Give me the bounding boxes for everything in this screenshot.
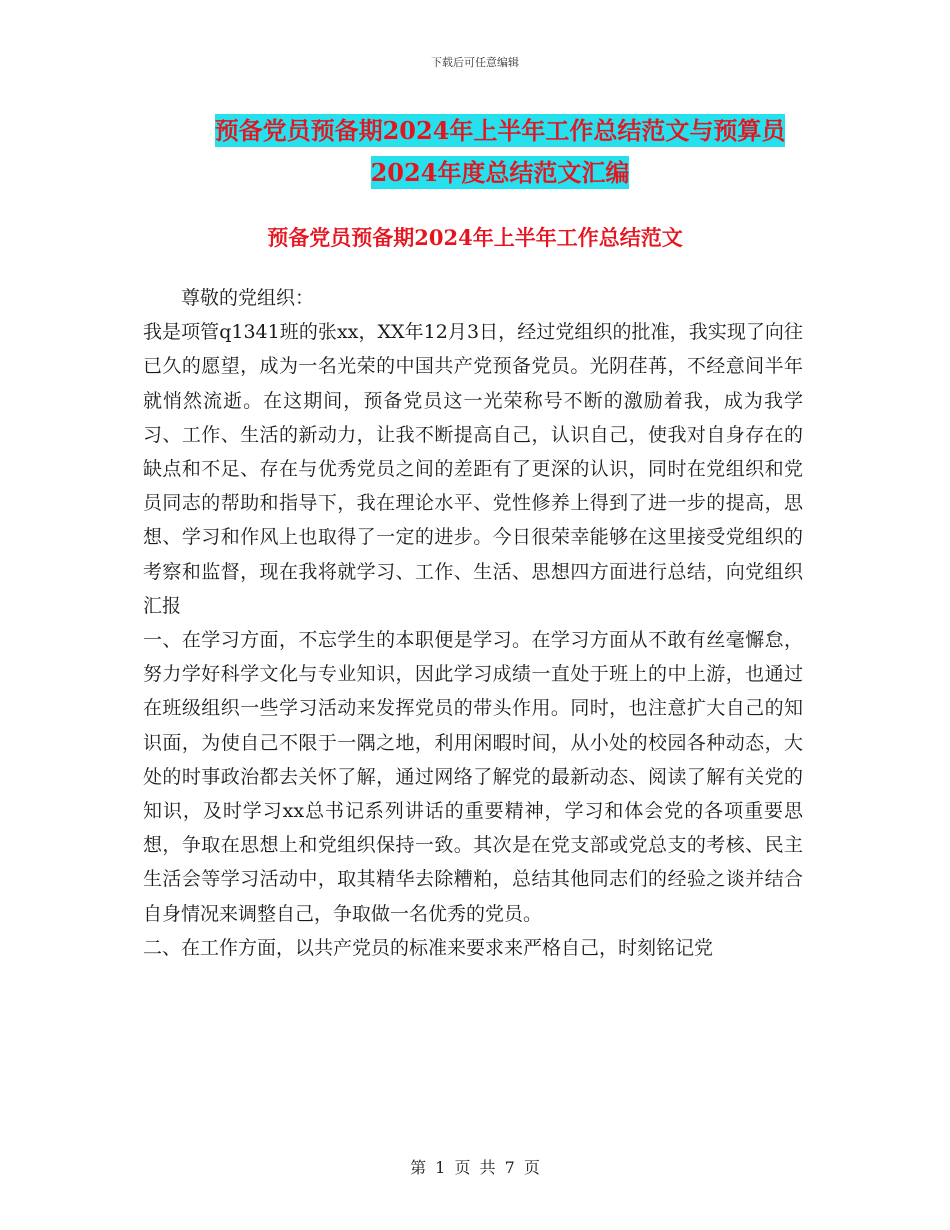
title-line-1: 预备党员预备期2024年上半年工作总结范文与预算员 [214, 116, 786, 145]
document-title [150, 110, 850, 194]
paragraph-study: 一、在学习方面，不忘学生的本职便是学习。在学习方面从不敢有丝毫懈怠，努力学好科学文化与专业知识，因此学习成绩一直处于班上的中上游，也通过在班级组织一些学习活动来发挥党员的带头作用。同时，也注意扩大自己的知识面，为使自己不限于一隅之地，利用闲暇时间，从小处的校园各种动态，大处的时事政治都去关怀了解，通过网络了解党的最新动态、阅读了解有关党的知识，及时学习xx总书记系列讲话的重要精神，学习和体会党的各项重要思想，争取在思想上和党组织保持一致。其次是在党支部或党总支的考核、民主生活会等学习活动中，取其精华去除糟粕，总结其他同志们的经验之谈并结合自身情况来调整自己，争取做一名优秀的党员。 [143, 629, 803, 925]
title-line-2: 2024年度总结范文汇编 [370, 158, 630, 187]
header-note: 下载后可任意编辑 [431, 56, 519, 69]
page-footer: 第 1 页 共 7 页 [410, 1158, 540, 1177]
paragraph-work: 二、在工作方面，以共产党员的标准来要求来严格自己，时刻铭记党 [143, 936, 714, 959]
paragraph-intro: 我是项管q1341班的张xx，XX年12月3日，经过党组织的批准，我实现了向往已久的愿望，成为一名光荣的中国共产党预备党员。光阴荏苒，不经意间半年就悄然流逝。在这期间，预备党员这一光荣称号不断的激励着我，成为我学习、工作、生活的新动力，让我不断提高自己，认识自己，使我对自身存在的缺点和不足、存在与优秀党员之间的差距有了更深的认识，同时在党组织和党员同志的帮助和指导下，我在理论水平、党性修养上得到了进一步的提高，思想、学习和作风上也取得了一定的进步。今日很荣幸能够在这里接受党组织的考察和监督，现在我将就学习、工作、生活、思想四方面进行总结，向党组织汇报 [143, 321, 803, 617]
section-title: 预备党员预备期2024年上半年工作总结范文 [267, 225, 683, 250]
document-body [143, 281, 803, 965]
salutation: 尊敬的党组织： [181, 287, 315, 309]
